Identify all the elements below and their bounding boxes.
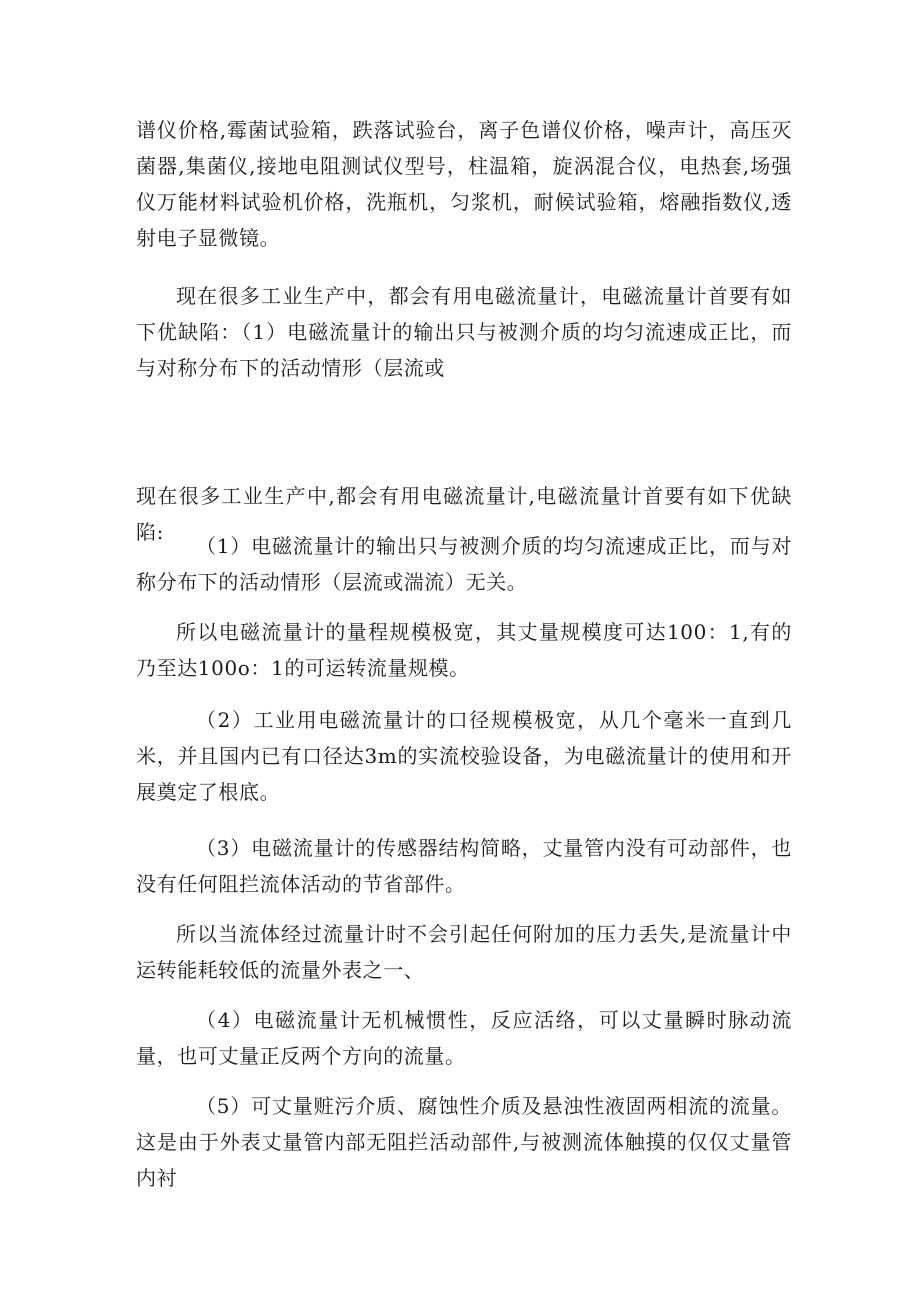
paragraph-range: 所以电磁流量计的量程规模极宽，其丈量规模度可达100：1,有的乃至达100o：1的可运转流量规模。 [136,620,792,680]
paragraph-point-2: （2）工业用电磁流量计的口径规模极宽，从几个毫米一直到几米，并且国内已有口径达3m的实流校验设备，为电磁流量计的使用和开展奠定了根底。 [136,708,792,804]
paragraph-equipment-list: 谱仪价格,霉菌试验箱，跌落试验台，离子色谱仪价格，噪声计，高压灭菌器,集菌仪,接地电阻测试仪型号，柱温箱，旋涡混合仪，电热套,场强仪万能材料试验机价格，洗瓶机，匀浆机，耐候试验箱，熔融指数仪,透射电子显微镜。 [136,118,792,250]
paragraph-intro-truncated: 现在很多工业生产中，都会有用电磁流量计，电磁流量计首要有如下优缺陷：（1）电磁流量计的输出只与被测介质的均匀流速成正比，而与对称分布下的活动情形（层流或 [136,284,792,380]
paragraph-pressure-loss: 所以当流体经过流量计时不会引起任何附加的压力丢失,是流量计中运转能耗较低的流量外表之一、 [136,922,792,982]
paragraph-point-5: （5）可丈量赃污介质、腐蚀性介质及悬浊性液固两相流的流量。这是由于外表丈量管内部无阻拦活动部件,与被测流体触摸的仅仅丈量管内衬 [136,1094,792,1190]
paragraph-point-3: （3）电磁流量计的传感器结构简略，丈量管内没有可动部件，也没有任何阻拦流体活动的节省部件。 [136,836,792,896]
paragraph-intro: 现在很多工业生产中,都会有用电磁流量计,电磁流量计首要有如下优缺陷: [136,484,792,544]
paragraph-point-1: （1）电磁流量计的输出只与被测介质的均匀流速成正比，而与对称分布下的活动情形（层流或湍流）无关。 [136,534,792,594]
paragraph-point-4: （4）电磁流量计无机械惯性，反应活络，可以丈量瞬时脉动流量，也可丈量正反两个方向的流量。 [136,1008,792,1068]
